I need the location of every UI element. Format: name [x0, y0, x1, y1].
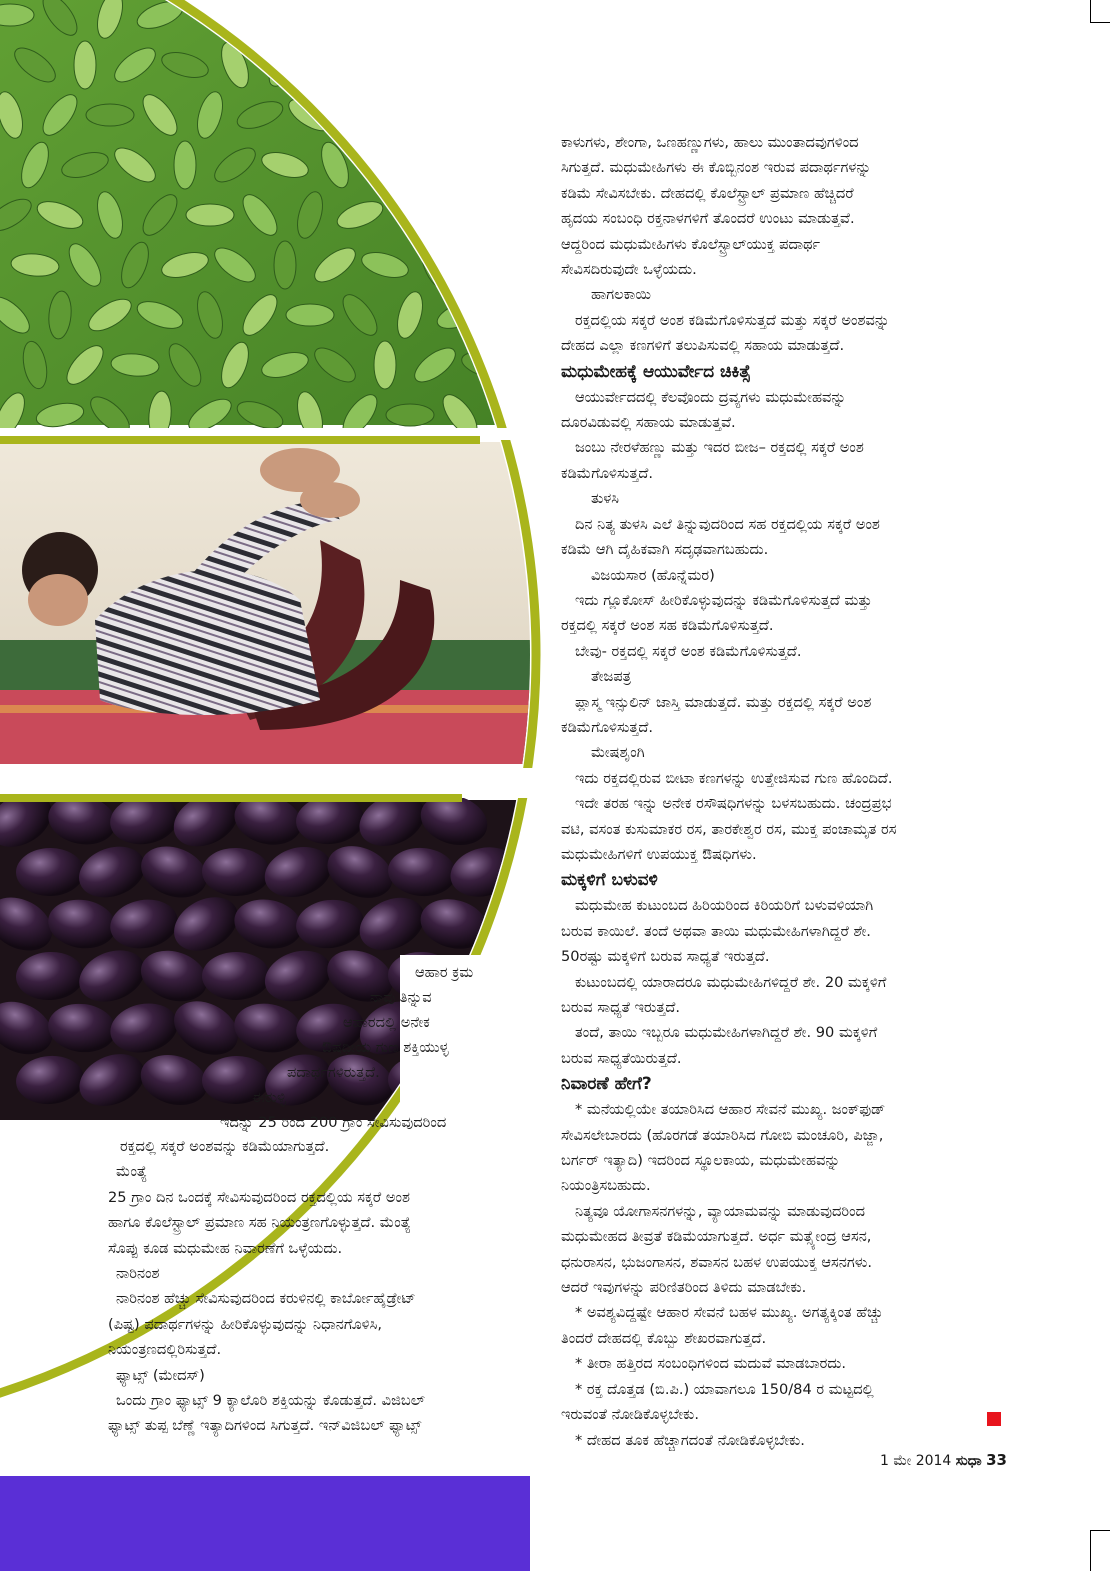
body-line: ಬರುವ ಸಾಧ್ಯತೆಯಿರುತ್ತದೆ. [561, 1049, 682, 1067]
leaf-shape [274, 241, 296, 289]
section-heading: ನಿವಾರಣೆ ಹೇಗೆ? [561, 1074, 652, 1095]
caption-line: ಔಷಧೀಯ ಗುಣ ಶಕ್ತಿಯುಳ್ಳ [322, 1039, 449, 1056]
leaf-shape [520, 139, 551, 190]
leaf-shape [285, 0, 335, 39]
caption-line: ಆಹಾರದಲ್ಲಿ ಅನೇಕ [343, 1014, 430, 1031]
body-line: ಇದು ಗ್ಲೂಕೋಸ್ ಹೀರಿಕೊಳ್ಳುವುದನ್ನು ಕಡಿಮೆಗೊಳಿಸುತ್ತದೆ ಮತ್ತು [575, 591, 872, 609]
leaf-shape [334, 0, 385, 30]
leaf-shape [310, 52, 360, 78]
body-line: ಇದು ರಕ್ತದಲ್ಲಿರುವ ಬೀಟಾ ಕಣಗಳನ್ನು ಉತ್ತೇಜಿಸುವ ಗುಣ ಹೊಂದಿದೆ. [575, 769, 893, 787]
leaf-shape [86, 104, 134, 126]
body-line: * ತೀರಾ ಹತ್ತಿರದ ಸಂಬಂಧಿಗಳಿಂದ ಮದುವೆ ಮಾಡಬಾರದು. [575, 1355, 847, 1373]
body-line: * ದೇಹದ ತೂಕ ಹೆಚ್ಚಾಗದಂತೆ ನೋಡಿಕೊಳ್ಳಬೇಕು. [575, 1431, 805, 1449]
body-line: ದೇಹದ ಎಲ್ಲಾ ಕಣಗಳಿಗೆ ತಲುಪಿಸುವಲ್ಲಿ ಸಹಾಯ ಮಾಡುತ್ತದೆ. [561, 337, 845, 355]
body-line: ತಂದೆ, ತಾಯಿ ಇಬ್ಬರೂ ಮಧುಮೇಹಿಗಳಾಗಿದ್ದರೆ ಶೇ. 90 ಮಕ್ಕಳಿಗೆ [575, 1024, 878, 1042]
leaf-shape [516, 339, 554, 392]
body-line: ಕಡಿಮೆಗೊಳಿಸುತ್ತದೆ. [561, 464, 653, 482]
leaf-shape [410, 152, 460, 178]
body-line: ಕಡಿಮೆ ಆಗಿ ದೈಹಿಕವಾಗಿ ಸದೃಢವಾಗಬಹುದು. [561, 541, 769, 559]
body-line: ಮಧುಮೇಹದ ತೀವ್ರತೆ ಕಡಿಮೆಯಾಗುತ್ತದೆ. ಅರ್ಧ ಮತ್ಸ್ಯೇಂದ್ರ ಆಸನ, [561, 1228, 872, 1246]
leaf-shape [434, 100, 485, 131]
body-line: ಆದ್ದರಿಂದ ಮಧುಮೇಹಿಗಳು ಕೊಲೆಸ್ಟ್ರಾಲ್‌ಯುಕ್ತ ಪದಾರ್ಥ [561, 235, 821, 253]
leaf-shape [374, 341, 396, 389]
leaf-shape [363, 139, 407, 191]
body-line: ಕಾಳುಗಳು, ಶೇಂಗಾ, ಒಣಹಣ್ಣುಗಳು, ಹಾಲು ಮುಂತಾದವುಗಳಿಂದ [561, 134, 859, 151]
caption-line: ಪದಾರ್ಥಗಳಿರುತ್ತದೆ. [287, 1064, 380, 1081]
body-line: ಸೇವಿಸದಿರುವುದೇ ಒಳ್ಳೆಯದು. [561, 261, 697, 279]
caption-line: ಇದನ್ನು 25 ರಿಂದ 200 ಗ್ರಾಂ ಸೇವಿಸುವುದರಿಂದ [220, 1114, 447, 1131]
body-line: * ರಕ್ತ ದೊತ್ತಡ (ಬಿ.ಪಿ.) ಯಾವಾಗಲೂ 150/84 ರ ಮಟ್ಟದಲ್ಲಿ [575, 1380, 874, 1398]
subheading: ಫ್ಯಾಟ್ಸ್ (ಮೇದಸ್) [116, 1366, 205, 1384]
separator-2 [0, 768, 560, 798]
end-mark [987, 1412, 1001, 1426]
body-line: ಫ್ಯಾಟ್ಸ್ ತುಪ್ಪ ಬೆಣ್ಣೆ ಇತ್ಯಾದಿಗಳಿಂದ ಸಿಗುತ್ತದೆ. ಇನ್‌ವಿಜಿಬಲ್ ಫ್ಯಾಟ್ಸ್ [108, 1417, 422, 1435]
body-line: ಬೇವು- ರಕ್ತದಲ್ಲಿ ಸಕ್ಕರೆ ಅಂಶ ಕಡಿಮೆಗೊಳಿಸುತ್ತದೆ. [575, 642, 802, 660]
body-line: (ಪಿಷ್ಟ) ಪದಾರ್ಥಗಳನ್ನು ಹೀರಿಕೊಳ್ಳುವುದನ್ನು ನಿಧಾನಗೊಳಿಸಿ, [108, 1315, 382, 1333]
body-line: ನಾರಿನಂಶ ಹೆಚ್ಚು ಸೇವಿಸುವುದರಿಂದ ಕರುಳಿನಲ್ಲಿ ಕಾರ್ಬೋಹೈಡ್ರೇಟ್ [116, 1290, 416, 1308]
leaf-shape [174, 141, 196, 189]
issue-date: 1 ಮೇ 2014 [880, 1453, 952, 1469]
subheading: ಹಾಗಲಕಾಯಿ [591, 286, 652, 304]
body-line: ನಿತ್ಯವೂ ಯೋಗಾಸನಗಳನ್ನು, ವ್ಯಾಯಾಮವನ್ನು ಮಾಡುವುದರಿಂದ [575, 1202, 866, 1220]
section-heading: ಮಧುಮೇಹಕ್ಕೆ ಆಯುರ್ವೇದ ಚಿಕಿತ್ಸೆ [561, 361, 751, 382]
body-line: * ಮನೆಯಲ್ಲಿಯೇ ತಯಾರಿಸಿದ ಆಹಾರ ಸೇವನೆ ಮುಖ್ಯ. ಜಂಕ್‌ಫುಡ್ [575, 1101, 886, 1119]
leaf-shape [461, 140, 509, 190]
leaf-shape [490, 89, 531, 142]
leaf-shape [390, 0, 431, 41]
body-line: ವಟಿ, ವಸಂತ ಕುಸುಮಾಕರ ರಸ, ತಾರಕೇಶ್ವರ ರಸ, ಮುಕ್ತ ಪಂಚಾಮೃತ ರಸ [561, 820, 897, 838]
body-line: ಜಂಬು ನೇರಳೆಹಣ್ಣು ಮತ್ತು ಇದರ ಬೀಜ– ರಕ್ತದಲ್ಲಿ ಸಕ್ಕರೆ ಅಂಶ [575, 439, 864, 457]
body-line: ಕಡಿಮೆ ಸೇವಿಸಬೇಕು. ದೇಹದಲ್ಲಿ ಕೊಲೆಸ್ಟ್ರಾಲ್ ಪ್ರಮಾಣ ಹೆಚ್ಚಿದರೆ [561, 184, 854, 202]
body-line: ಬರ್ಗರ್ ಇತ್ಯಾದಿ) ಇದರಿಂದ ಸ್ಥೂಲಕಾಯ, ಮಧುಮೇಹವನ್ನು [561, 1152, 841, 1170]
body-line: * ಅವಶ್ಯವಿದ್ದಷ್ಟೇ ಆಹಾರ ಸೇವನೆ ಬಹಳ ಮುಖ್ಯ. ಅಗತ್ಯಕ್ಕಿಂತ ಹೆಚ್ಚು [575, 1304, 884, 1322]
body-line: ಆದರೆ ಇವುಗಳನ್ನು ಪರಿಣಿತರಿಂದ ತಿಳಿದು ಮಾಡಬೇಕು. [561, 1279, 807, 1297]
page-number: 33 [986, 1451, 1007, 1469]
body-line: ಇರುವಂತೆ ನೋಡಿಕೊಳ್ಳಬೇಕು. [561, 1406, 699, 1424]
leaf-shape [361, 40, 409, 90]
body-line: ನಿಯಂತ್ರಿಸಬಹುದು. [561, 1177, 651, 1195]
leaf-shape [420, 39, 451, 90]
body-line: ತಿಂದರೆ ದೇಹದಲ್ಲಿ ಕೊಬ್ಬು ಶೇಖರವಾಗುತ್ತದೆ. [561, 1329, 767, 1347]
subheading: ತುಳಸಿ [591, 490, 620, 508]
body-line: ಮಧುಮೇಹ ಕುಟುಂಬದ ಹಿರಿಯರಿಂದ ಕಿರಿಯರಿಗೆ ಬಳುವಳಿಯಾಗಿ [575, 897, 874, 915]
body-line: ಮಧುಮೇಹಿಗಳಿಗೆ ಉಪಯುಕ್ತ ಔಷಧಿಗಳು. [561, 845, 757, 863]
leaf-shape [439, 0, 480, 41]
leaf-shape [186, 204, 234, 226]
jamun-berry [202, 952, 270, 1000]
leaf-shape [459, 45, 512, 86]
bottom-color-bar [0, 1476, 530, 1571]
leaf-shape [510, 252, 560, 278]
leaf-shape [347, 90, 373, 140]
leaf-shape [247, 0, 273, 40]
body-line: ರಕ್ತದಲ್ಲಿ ಸಕ್ಕರೆ ಅಂಶವನ್ನು ಕಡಿಮೆಯಾಗುತ್ತದೆ. [120, 1138, 330, 1155]
right-column [561, 130, 896, 1453]
caption-line: ಈರುಳ್ಳಿ [252, 1089, 286, 1106]
body-line: ಕಡಿಮೆಗೊಳಿಸುತ್ತದೆ. [561, 718, 653, 736]
magazine-name: ಸುಧಾ [955, 1453, 982, 1469]
body-line: ಸೇವಿಸಲೇಬಾರದು (ಹೊರಗಡೆ ತಯಾರಿಸಿದ ಗೋಬಿ ಮಂಚೂರಿ, ಪಿಜ್ಜಾ, [561, 1126, 884, 1144]
body-line: ದೂರವಿಡುವಲ್ಲಿ ಸಹಾಯ ಮಾಡುತ್ತವೆ. [561, 414, 736, 432]
leaf-shape [484, 0, 535, 30]
caption-line: ನಾವು ತಿನ್ನುವ [370, 989, 432, 1006]
fenugreek-leaves-photo [0, 0, 561, 441]
subheading: ತೇಜಪತ್ರ [591, 668, 632, 686]
page-footer [880, 1450, 1007, 1471]
body-line: ಹೃದಯ ಸಂಬಂಧಿ ರಕ್ತನಾಳಗಳಿಗೆ ತೊಂದರೆ ಉಂಟು ಮಾಡುತ್ತವೆ. [561, 210, 855, 228]
subheading: ನಾರಿನಂಶ [116, 1265, 160, 1283]
body-line: ಆಯುರ್ವೇದದಲ್ಲಿ ಕೆಲವೊಂದು ದ್ರವ್ಯಗಳು ಮಧುಮೇಹವನ್ನು [575, 388, 847, 406]
body-line: ಕುಟುಂಬದಲ್ಲಿ ಯಾರಾದರೂ ಮಧುಮೇಹಿಗಳಿದ್ದರೆ ಶೇ. 20 ಮಕ್ಕಳಿಗೆ [575, 973, 887, 991]
body-line: ರಕ್ತದಲ್ಲಿಯ ಸಕ್ಕರೆ ಅಂಶ ಕಡಿಮೆಗೊಳಿಸುತ್ತದೆ ಮತ್ತು ಸಕ್ಕರೆ ಅಂಶವನ್ನು [575, 311, 890, 329]
subheading: ಮೇಷಶೃಂಗಿ [591, 744, 645, 762]
leaf-shape [463, 239, 507, 291]
body-line: ಧನುರಾಸನ, ಭುಜಂಗಾಸನ, ಶವಾಸನ ಬಹಳ ಉಪಯುಕ್ತ ಆಸನಗಳು. [561, 1253, 873, 1271]
body-line: ಬರುವ ಸಾಧ್ಯತೆ ಇರುತ್ತದೆ. [561, 999, 681, 1016]
leaf-shape [74, 41, 96, 89]
body-line: 50ರಷ್ಟು ಮಕ್ಕಳಿಗೆ ಬರುವ ಸಾಧ್ಯತೆ ಇರುತ್ತದೆ. [561, 948, 770, 966]
body-line: ಪ್ಲಾಸ್ಮ ಇನ್ಸುಲಿನ್ ಜಾಸ್ತಿ ಮಾಡುತ್ತದೆ. ಮತ್ತು ರಕ್ತದಲ್ಲಿ ಸಕ್ಕರೆ ಅಂಶ [575, 693, 872, 711]
left-body [108, 1134, 425, 1439]
subheading: ಮೆಂತ್ಯೆ [116, 1163, 148, 1181]
leaf-shape [484, 293, 536, 337]
body-line: ಒಂದು ಗ್ರಾಂ ಫ್ಯಾಟ್ಸ್ 9 ಕ್ಯಾಲೊರಿ ಶಕ್ತಿಯನ್ನು ಕೊಡುತ್ತದೆ. ವಿಜಿಬಲ್ [116, 1392, 425, 1410]
leaf-shape [509, 44, 562, 85]
leaf-shape [386, 404, 434, 426]
body-line: ರಕ್ತದಲ್ಲಿ ಸಕ್ಕರೆ ಅಂಶ ಸಹ ಕಡಿಮೆಗೊಳಿಸುತ್ತದೆ. [561, 617, 774, 635]
caption-line: ಆಹಾರ ಕ್ರಮ [415, 964, 474, 981]
body-line: ಹಾಗೂ ಕೊಲೆಸ್ಟ್ರಾಲ್ ಪ್ರಮಾಣ ಸಹ ನಿಯಂತ್ರಣಗೊಳ್ಳುತ್ತದೆ. ಮೆಂತ್ಯೆ [108, 1214, 412, 1232]
yoga-bow-pose-photo [0, 442, 560, 764]
body-line: ಸಿಗುತ್ತದೆ. ಮಧುಮೇಹಿಗಳು ಈ ಕೊಬ್ಬಿನಂಶ ಇರುವ ಪದಾರ್ಥಗಳನ್ನು [561, 159, 872, 177]
subheading: ವಿಜಯಸಾರ (ಹೊನ್ನೆಮರ) [591, 566, 715, 584]
leaf-shape [286, 304, 334, 326]
leaf-shape [447, 190, 473, 240]
leaf-shape [485, 191, 535, 239]
leaf-shape [385, 91, 435, 139]
body-line: ಇದೇ ತರಹ ಇನ್ನು ಅನೇಕ ರಸೌಷಧಿಗಳನ್ನು ಬಳಸಬಹುದು. ಚಂದ್ರಪ್ರಭ [575, 795, 892, 813]
section-heading: ಮಕ್ಕಳಿಗೆ ಬಳುವಳಿ [561, 870, 658, 891]
body-line: ನಿಯಂತ್ರಣದಲ್ಲಿರಿಸುತ್ತದೆ. [108, 1341, 222, 1359]
body-line: ದಿನ ನಿತ್ಯ ತುಳಸಿ ಎಲೆ ತಿನ್ನುವುದರಿಂದ ಸಹ ರಕ್ತದಲ್ಲಿಯ ಸಕ್ಕರೆ ಅಂಶ [575, 515, 880, 533]
body-line: ಸೊಪ್ಪು ಕೂಡ ಮಧುಮೇಹ ನಿವಾರಣೆಗೆ ಒಳ್ಳೆಯದು. [108, 1239, 343, 1257]
body-line: 25 ಗ್ರಾಂ ದಿನ ಒಂದಕ್ಕೆ ಸೇವಿಸುವುದರಿಂದ ರಕ್ತದಲ್ಲಿಯ ಸಕ್ಕರೆ ಅಂಶ [108, 1188, 410, 1206]
body-line: ಬರುವ ಕಾಯಿಲೆ. ತಂದೆ ಅಥವಾ ತಾಯಿ ಮಧುಮೇಹಿಗಳಾಗಿದ್ದರೆ ಶೇ. [561, 922, 871, 940]
